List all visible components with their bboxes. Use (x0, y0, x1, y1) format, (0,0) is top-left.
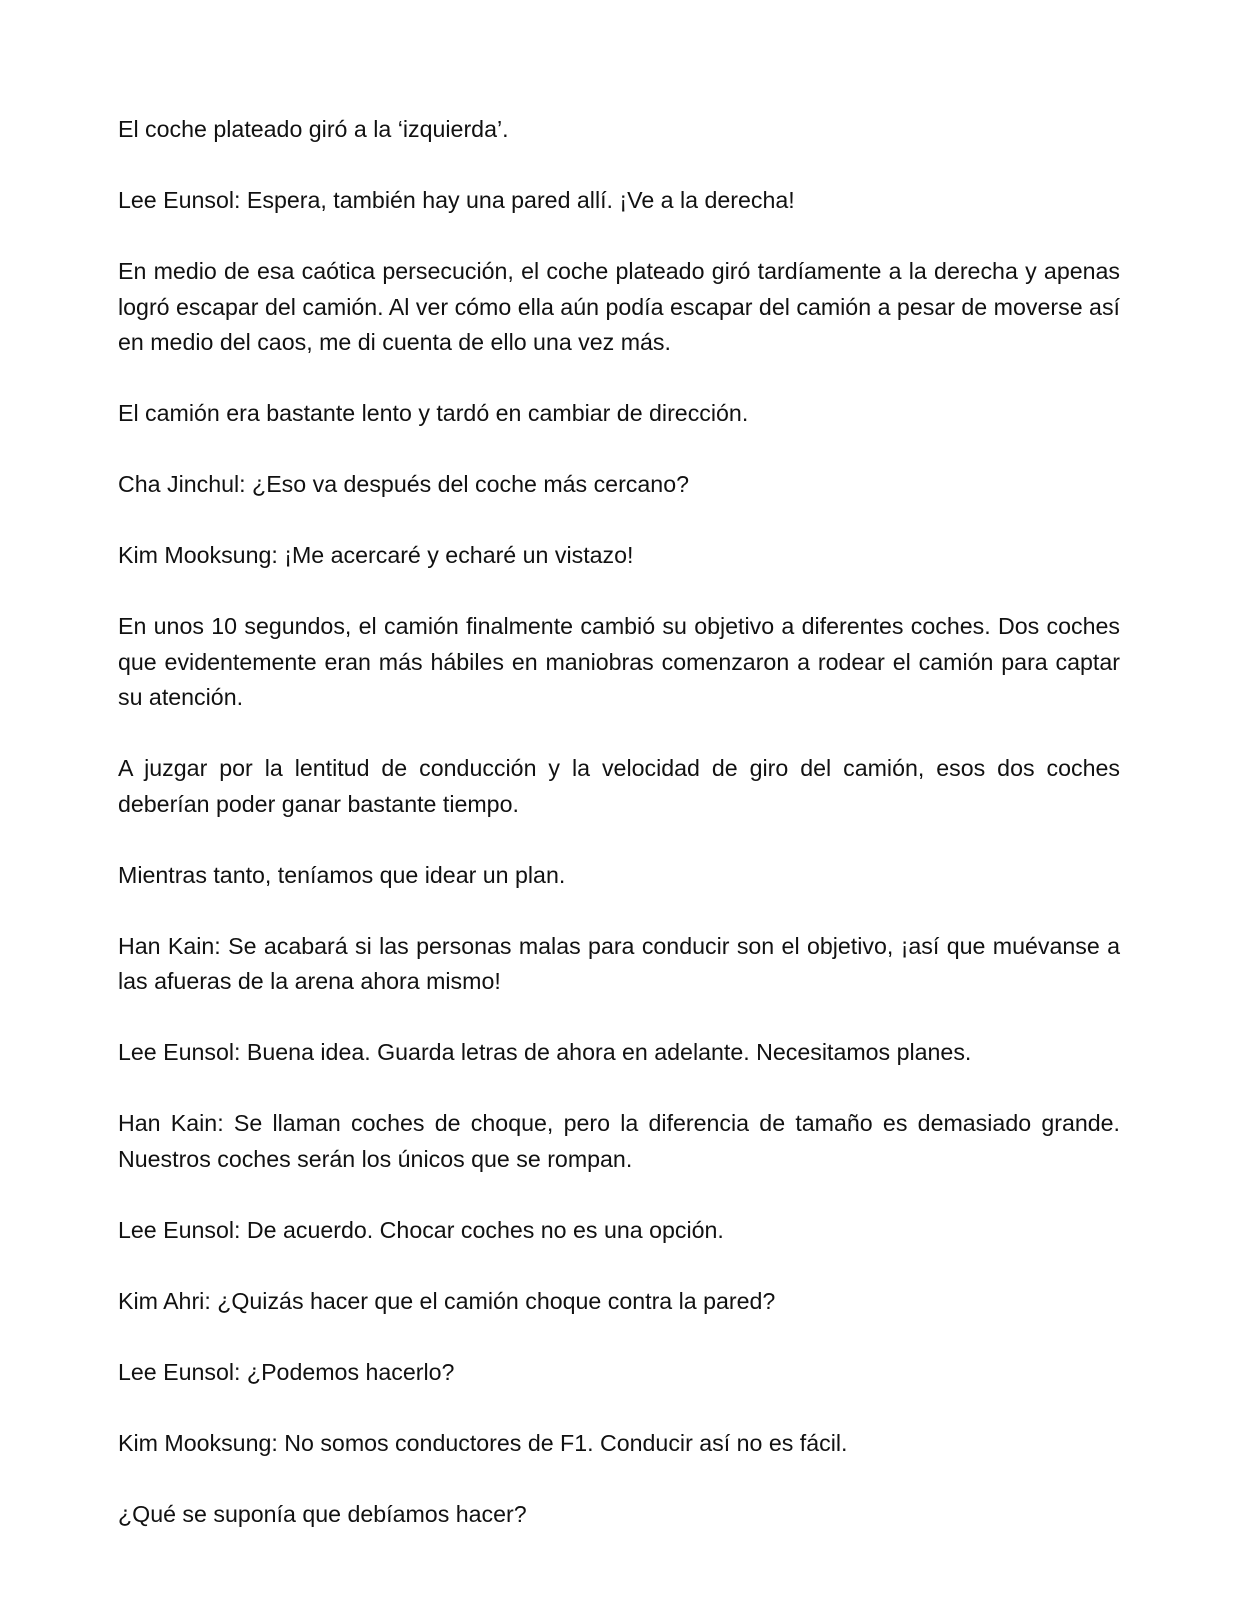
paragraph: El coche plateado giró a la ‘izquierda’. (118, 116, 509, 142)
document-page (118, 112, 1120, 1532)
paragraph: A juzgar por la lentitud de conducción y la velocidad de giro del camión, esos dos coches deberían poder ganar bastante tiempo. (118, 755, 1120, 817)
paragraph: Han Kain: Se acabará si las personas malas para conducir son el objetivo, ¡así que muévanse a las afueras de la arena ahora mismo! (118, 932, 1120, 994)
paragraph: Mientras tanto, teníamos que idear un plan. (118, 861, 566, 888)
paragraph: Lee Eunsol: Espera, también hay una pared allí. ¡Ve a la derecha! (118, 187, 795, 213)
paragraph: Lee Eunsol: ¿Podemos hacerlo? (118, 1358, 455, 1385)
paragraph: Cha Jinchul: ¿Eso va después del coche más cercano? (118, 471, 689, 497)
paragraph: Kim Mooksung: ¡Me acercaré y echaré un vistazo! (118, 542, 634, 568)
paragraph: Lee Eunsol: Buena idea. Guarda letras de ahora en adelante. Necesitamos planes. (118, 1039, 972, 1065)
paragraph: Lee Eunsol: De acuerdo. Chocar coches no es una opción. (118, 1216, 724, 1243)
paragraph: ¿Qué se suponía que debíamos hacer? (118, 1500, 527, 1527)
paragraph: Kim Mooksung: No somos conductores de F1. Conducir así no es fácil. (118, 1429, 848, 1456)
paragraph: El camión era bastante lento y tardó en cambiar de dirección. (118, 400, 749, 426)
paragraph: En medio de esa caótica persecución, el coche plateado giró tardíamente a la derecha y apenas logró escapar del camión. Al ver cómo ella aún podía escapar del camión a pesar de moverse así en medio del caos, me di cuenta de ello una vez más. (118, 258, 1120, 355)
paragraph: En unos 10 segundos, el camión finalmente cambió su objetivo a diferentes coches. Dos coches que evidentemente eran más hábiles en maniobras comenzaron a rodear el camión para captar su atención. (118, 613, 1120, 710)
paragraph: Han Kain: Se llaman coches de choque, pero la diferencia de tamaño es demasiado grande. Nuestros coches serán los únicos que se rompan. (118, 1110, 1120, 1172)
paragraph: Kim Ahri: ¿Quizás hacer que el camión choque contra la pared? (118, 1287, 776, 1314)
